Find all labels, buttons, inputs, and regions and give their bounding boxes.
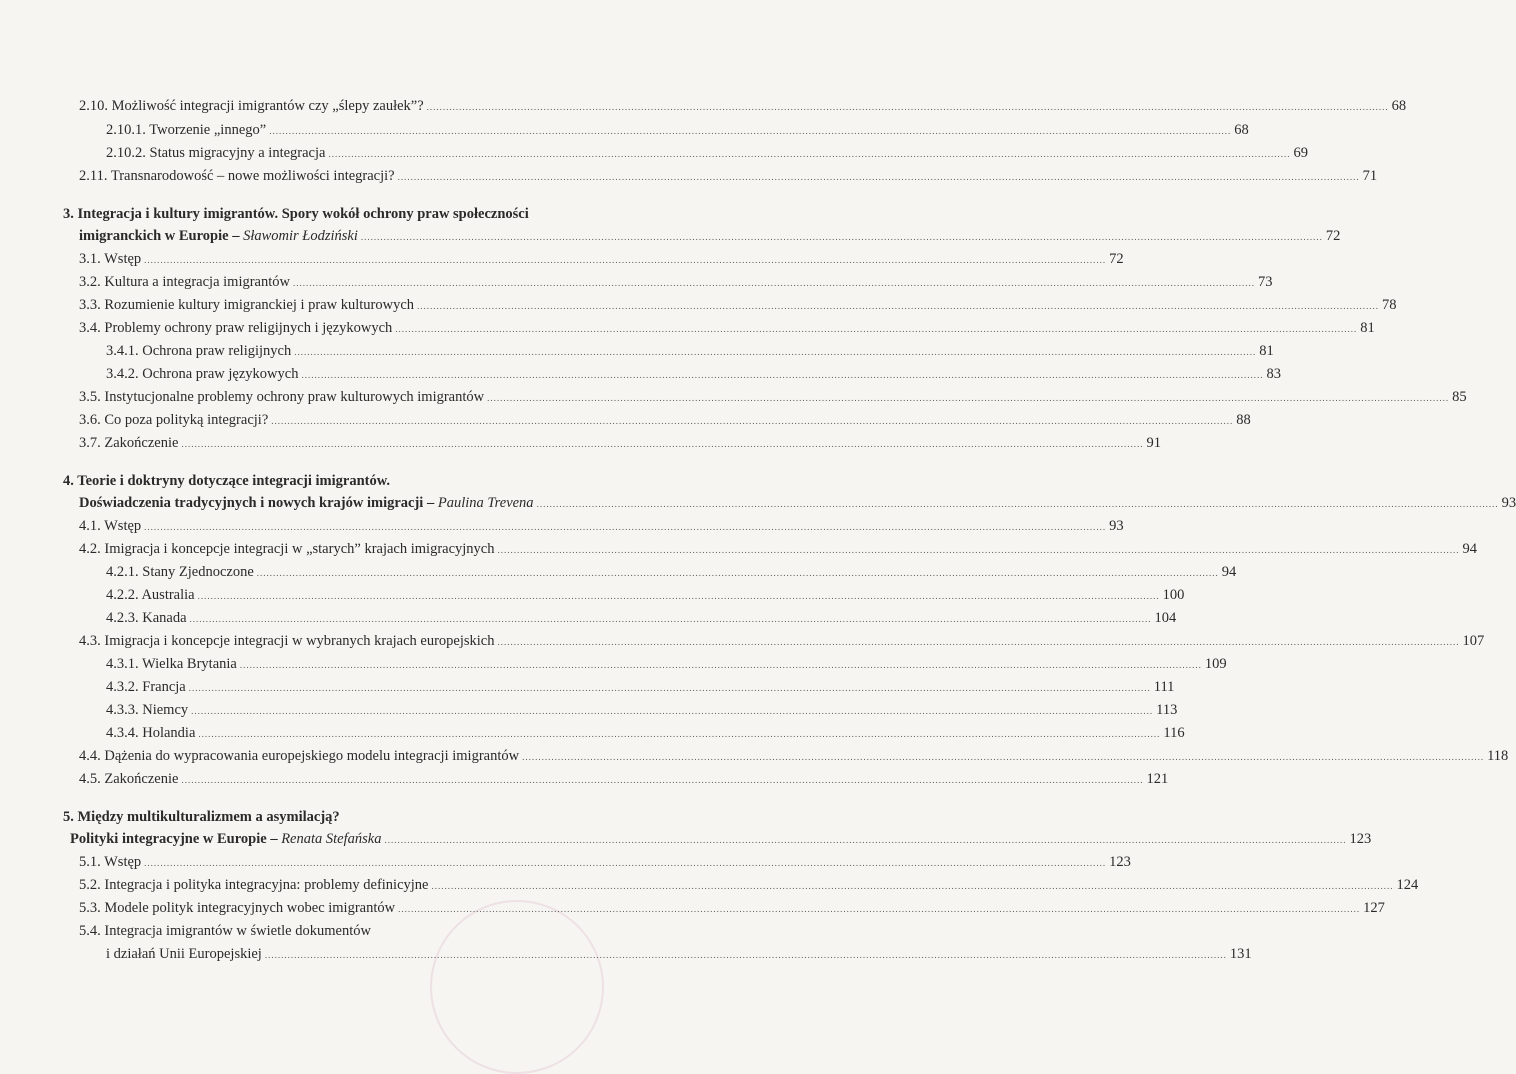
toc-entry-3-2: 3.2. Kultura a integracja imigrantów ..... 73: [79, 270, 601, 294]
toc-entry-4-2-2: 4.2.2. Australia ..... 100: [106, 583, 601, 607]
dot-leader: [427, 95, 1389, 119]
toc-entry-3-5: 3.5. Instytucjonalne problemy ochrony praw kulturowych imigrantów ..... 85: [79, 385, 601, 409]
toc-entry-2-10-1: 2.10.1. Tworzenie „innego” ..... 68: [106, 118, 601, 142]
chapter-3-heading-cont: imigranckich w Europie – Sławomir Łodziński ..... 72: [79, 224, 601, 248]
chapter-author: Paulina Trevena: [437, 495, 534, 511]
toc-entry-2-10: 2.10. Możliwość integracji imigrantów czy „ślepy zaułek”? ..... 68: [79, 94, 601, 118]
toc-entry-4-2-1: 4.2.1. Stany Zjednoczone ..... 94: [106, 560, 601, 584]
toc-entry-3-4-2: 3.4.2. Ochrona praw językowych ..... 83: [106, 362, 601, 386]
toc-entry-4-3-3: 4.3.3. Niemcy ..... 113: [106, 698, 601, 722]
toc-entry-3-7: 3.7. Zakończenie ..... 91: [79, 431, 601, 455]
chapter-author: Sławomir Łodziński: [243, 228, 358, 244]
page-number: 68: [1391, 98, 1407, 114]
chapter-5-heading: 5. Między multikulturalizmem a asymilacją?: [63, 809, 340, 825]
chapter-4-heading: 4. Teorie i doktryny dotyczące integracji imigrantów.: [63, 473, 391, 489]
chapter-3-heading: 3. Integracja i kultury imigrantów. Spory wokół ochrony praw społeczności: [63, 206, 529, 222]
toc-entry-4-2-3: 4.2.3. Kanada ..... 104: [106, 606, 601, 630]
toc-entry-4-3: 4.3. Imigracja i koncepcje integracji w wybranych krajach europejskich ..... 107: [79, 629, 601, 653]
toc-entry-4-1: 4.1. Wstęp ..... 93: [79, 514, 601, 538]
toc-entry-5-4-cont: i działań Unii Europejskiej ..... 131: [106, 942, 601, 966]
chapter-5-heading-cont: Polityki integracyjne w Europie – Renata Stefańska ..... 123: [70, 827, 601, 851]
toc-entry-5-4: 5.4. Integracja imigrantów w świetle dokumentów: [79, 923, 371, 939]
toc-entry-4-2: 4.2. Imigracja i koncepcje integracji w „starych” krajach imigracyjnych ..... 94: [79, 537, 601, 561]
toc-entry-4-3-4: 4.3.4. Holandia ..... 116: [106, 721, 601, 745]
chapter-4-heading-cont: Doświadczenia tradycyjnych i nowych krajów imigracji – Paulina Trevena ..... 93: [79, 491, 601, 515]
toc-entry-3-6: 3.6. Co poza polityką integracji? ..... 88: [79, 408, 601, 432]
faded-stamp: [430, 900, 604, 1074]
toc-entry-3-4: 3.4. Problemy ochrony praw religijnych i językowych ..... 81: [79, 316, 601, 340]
toc-entry-3-3: 3.3. Rozumienie kultury imigranckiej i praw kulturowych ..... 78: [79, 293, 601, 317]
toc-entry-4-3-2: 4.3.2. Francja ..... 111: [106, 675, 601, 699]
toc-entry-4-4: 4.4. Dążenia do wypracowania europejskiego modelu integracji imigrantów ..... 118: [79, 744, 601, 768]
toc-entry-4-5: 4.5. Zakończenie ..... 121: [79, 767, 601, 791]
toc-entry-5-2: 5.2. Integracja i polityka integracyjna: problemy definicyjne ..... 124: [79, 873, 601, 897]
toc-entry-4-3-1: 4.3.1. Wielka Brytania ..... 109: [106, 652, 601, 676]
chapter-author: Renata Stefańska: [281, 831, 382, 847]
toc-entry-2-10-2: 2.10.2. Status migracyjny a integracja ..... 69: [106, 141, 601, 165]
toc-entry-5-1: 5.1. Wstęp ..... 123: [79, 850, 601, 874]
toc-entry-2-11: 2.11. Transnarodowość – nowe możliwości integracji? ..... 71: [79, 164, 601, 188]
toc-entry-3-4-1: 3.4.1. Ochrona praw religijnych ..... 81: [106, 339, 601, 363]
toc-entry-5-3: 5.3. Modele polityk integracyjnych wobec imigrantów ..... 127: [79, 896, 601, 920]
toc-entry-3-1: 3.1. Wstęp ..... 72: [79, 247, 601, 271]
